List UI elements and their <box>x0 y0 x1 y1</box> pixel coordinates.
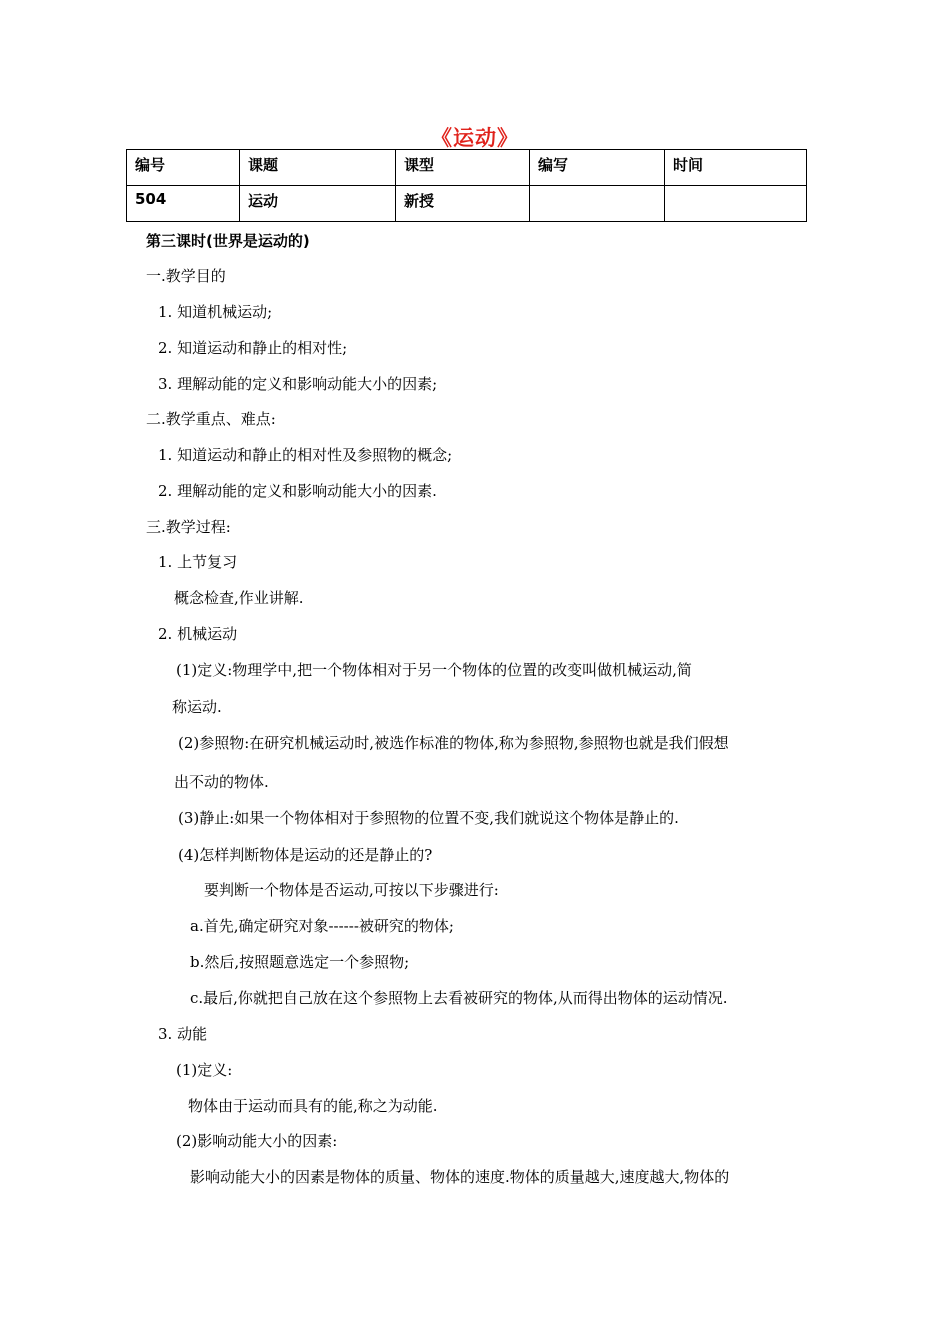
list-item: 1. 上节复习 <box>158 553 238 571</box>
paragraph: (3)静止:如果一个物体相对于参照物的位置不变,我们就说这个物体是静止的. <box>178 809 679 827</box>
info-table <box>126 149 807 222</box>
paragraph: 称运动. <box>172 698 222 716</box>
table-cell: 运动 <box>240 186 396 222</box>
paragraph: (1)定义:物理学中,把一个物体相对于另一个物体的位置的改变叫做机械运动,简 <box>176 661 692 679</box>
paragraph: (4)怎样判断物体是运动的还是静止的? <box>178 846 433 864</box>
step-item: c.最后,你就把自己放在这个参照物上去看被研究的物体,从而得出物体的运动情况. <box>190 989 728 1007</box>
document-title: 《运动》 <box>431 126 519 150</box>
table-cell <box>530 186 665 222</box>
section-heading: 一.教学目的 <box>146 267 226 285</box>
list-item: 3. 动能 <box>158 1025 208 1043</box>
paragraph: 物体由于运动而具有的能,称之为动能. <box>188 1097 438 1115</box>
table-cell: 504 <box>127 186 240 222</box>
paragraph: (2)参照物:在研究机械运动时,被选作标准的物体,称为参照物,参照物也就是我们假想 <box>178 734 729 752</box>
list-item: 1. 知道机械运动; <box>158 303 273 321</box>
table-header-row <box>127 150 807 186</box>
table-row <box>127 186 807 222</box>
list-item: 2. 机械运动 <box>158 625 238 643</box>
list-item: 2. 知道运动和静止的相对性; <box>158 339 348 357</box>
table-cell: 课题 <box>240 150 396 186</box>
table-cell: 编写 <box>530 150 665 186</box>
table-cell: 课型 <box>396 150 530 186</box>
table-cell: 时间 <box>665 150 807 186</box>
paragraph: (1)定义: <box>176 1061 233 1079</box>
paragraph: 影响动能大小的因素是物体的质量、物体的速度.物体的质量越大,速度越大,物体的 <box>190 1168 730 1186</box>
list-item: 3. 理解动能的定义和影响动能大小的因素; <box>158 375 438 393</box>
paragraph: 出不动的物体. <box>174 773 269 791</box>
table-cell: 新授 <box>396 186 530 222</box>
list-item: 1. 知道运动和静止的相对性及参照物的概念; <box>158 446 453 464</box>
paragraph: 要判断一个物体是否运动,可按以下步骤进行: <box>204 881 499 899</box>
table-cell <box>665 186 807 222</box>
section-heading: 三.教学过程: <box>146 518 231 536</box>
step-item: a.首先,确定研究对象------被研究的物体; <box>190 917 454 935</box>
paragraph: 概念检查,作业讲解. <box>174 589 304 607</box>
lesson-heading: 第三课时(世界是运动的) <box>146 232 310 250</box>
step-item: b.然后,按照题意选定一个参照物; <box>190 953 410 971</box>
list-item: 2. 理解动能的定义和影响动能大小的因素. <box>158 482 437 500</box>
paragraph: (2)影响动能大小的因素: <box>176 1132 338 1150</box>
table-cell: 编号 <box>127 150 240 186</box>
section-heading: 二.教学重点、难点: <box>146 410 276 428</box>
